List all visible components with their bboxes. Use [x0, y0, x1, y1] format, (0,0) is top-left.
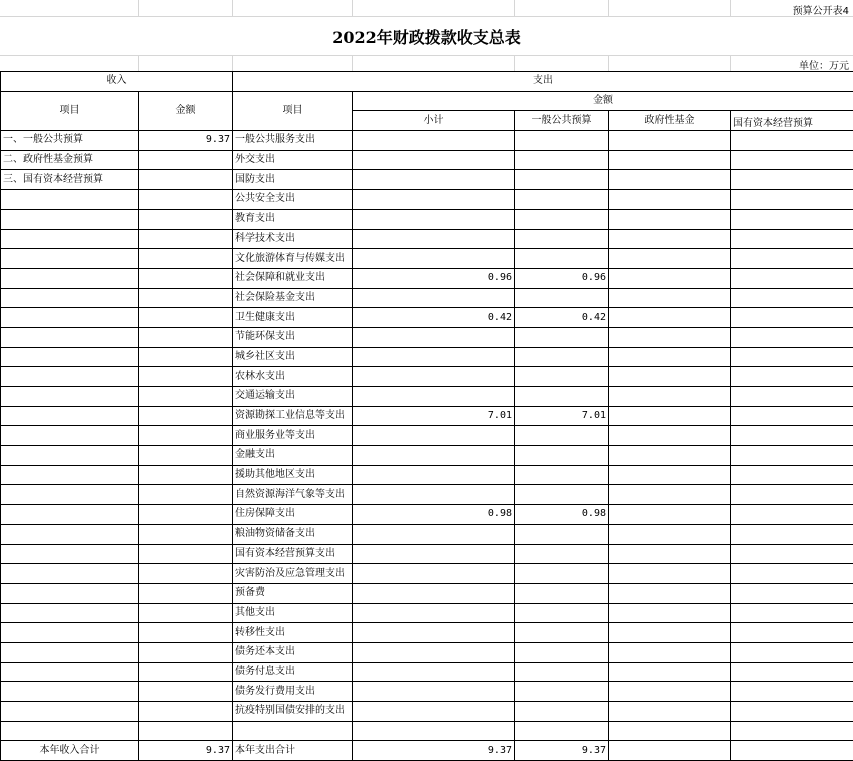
- budget-table: [0, 71, 853, 761]
- empty-cell: [353, 721, 515, 741]
- unit-label: 单位：万元: [799, 61, 849, 72]
- expense-total-gov-fund: [609, 741, 731, 761]
- expense-gov-fund-cell: [609, 702, 731, 722]
- expense-general-cell: [515, 583, 609, 603]
- expense-item-cell: 文化旅游体育与传媒支出: [233, 249, 353, 269]
- expense-subtotal-cell: [353, 170, 515, 190]
- expense-subtotal-cell: [353, 583, 515, 603]
- expense-item-cell: 交通运输支出: [233, 387, 353, 407]
- expense-subtotal-cell: [353, 190, 515, 210]
- subtotal-header: 小计: [353, 111, 515, 131]
- table-row: [1, 583, 853, 603]
- empty-cell: [609, 721, 731, 741]
- expense-gov-fund-cell: [609, 642, 731, 662]
- expense-total-label: 本年支出合计: [233, 741, 353, 761]
- expense-item-cell: 国有资本经营预算支出: [233, 544, 353, 564]
- expense-general-cell: [515, 524, 609, 544]
- income-amount-cell: [139, 544, 233, 564]
- expense-state-capital-cell: [731, 367, 853, 387]
- expense-item-cell: 债务还本支出: [233, 642, 353, 662]
- expense-state-capital-cell: [731, 387, 853, 407]
- expense-subtotal-cell: [353, 327, 515, 347]
- income-total-amount: 9.37: [139, 741, 233, 761]
- expense-general-cell: [515, 662, 609, 682]
- income-amount-cell: [139, 446, 233, 466]
- table-row: [1, 524, 853, 544]
- income-amount-cell: [139, 327, 233, 347]
- expense-header: 支出: [233, 72, 853, 92]
- income-amount-cell: [139, 170, 233, 190]
- form-number: 预算公开表4: [792, 6, 849, 17]
- expense-subtotal-cell: [353, 603, 515, 623]
- table-row: [1, 150, 853, 170]
- expense-state-capital-cell: [731, 150, 853, 170]
- expense-amount-header: 金额: [353, 91, 853, 111]
- table-row: [1, 288, 853, 308]
- expense-state-capital-cell: [731, 288, 853, 308]
- expense-item-cell: 教育支出: [233, 209, 353, 229]
- expense-general-cell: [515, 288, 609, 308]
- expense-state-capital-cell: [731, 702, 853, 722]
- table-row: [1, 642, 853, 662]
- expense-subtotal-cell: 0.42: [353, 308, 515, 328]
- income-amount-cell: [139, 308, 233, 328]
- expense-gov-fund-cell: [609, 268, 731, 288]
- table-row: [1, 170, 853, 190]
- income-amount-header: 金额: [139, 91, 233, 130]
- expense-subtotal-cell: [353, 150, 515, 170]
- income-amount-cell: [139, 367, 233, 387]
- income-amount-cell: [139, 268, 233, 288]
- expense-state-capital-cell: [731, 268, 853, 288]
- expense-general-cell: [515, 603, 609, 623]
- expense-state-capital-cell: [731, 465, 853, 485]
- expense-general-cell: [515, 367, 609, 387]
- expense-subtotal-cell: [353, 229, 515, 249]
- expense-state-capital-cell: [731, 642, 853, 662]
- income-amount-cell: [139, 583, 233, 603]
- expense-state-capital-cell: [731, 347, 853, 367]
- expense-general-cell: 7.01: [515, 406, 609, 426]
- table-row: [1, 367, 853, 387]
- table-row: [1, 190, 853, 210]
- table-row: [1, 505, 853, 525]
- expense-state-capital-cell: [731, 406, 853, 426]
- expense-gov-fund-cell: [609, 249, 731, 269]
- income-item-cell: [1, 446, 139, 466]
- expense-state-capital-cell: [731, 485, 853, 505]
- income-item-cell: [1, 682, 139, 702]
- expense-gov-fund-cell: [609, 505, 731, 525]
- income-item-cell: [1, 544, 139, 564]
- table-row: [1, 426, 853, 446]
- income-item-cell: [1, 524, 139, 544]
- expense-state-capital-cell: [731, 603, 853, 623]
- expense-gov-fund-cell: [609, 603, 731, 623]
- expense-gov-fund-cell: [609, 465, 731, 485]
- expense-item-cell: 一般公共服务支出: [233, 131, 353, 151]
- income-amount-cell: [139, 150, 233, 170]
- expense-general-cell: [515, 387, 609, 407]
- income-item-cell: [1, 702, 139, 722]
- expense-gov-fund-cell: [609, 446, 731, 466]
- empty-cell: [233, 721, 353, 741]
- expense-general-cell: [515, 702, 609, 722]
- table-row: [1, 387, 853, 407]
- expense-general-cell: [515, 327, 609, 347]
- table-row: [1, 249, 853, 269]
- income-amount-cell: [139, 682, 233, 702]
- expense-item-cell: 商业服务业等支出: [233, 426, 353, 446]
- expense-state-capital-cell: [731, 249, 853, 269]
- expense-general-cell: [515, 249, 609, 269]
- expense-general-cell: [515, 150, 609, 170]
- expense-item-cell: 卫生健康支出: [233, 308, 353, 328]
- income-item-cell: [1, 465, 139, 485]
- expense-general-cell: [515, 682, 609, 702]
- income-item-cell: [1, 485, 139, 505]
- expense-gov-fund-cell: [609, 190, 731, 210]
- income-item-cell: [1, 387, 139, 407]
- income-amount-cell: [139, 465, 233, 485]
- expense-gov-fund-cell: [609, 229, 731, 249]
- expense-subtotal-cell: [353, 249, 515, 269]
- income-item-cell: [1, 249, 139, 269]
- expense-gov-fund-cell: [609, 623, 731, 643]
- empty-row: [1, 721, 853, 741]
- empty-cell: [515, 721, 609, 741]
- income-item-cell: [1, 564, 139, 584]
- income-amount-cell: [139, 642, 233, 662]
- income-item-cell: [1, 623, 139, 643]
- table-row: [1, 209, 853, 229]
- expense-item-cell: 灾害防治及应急管理支出: [233, 564, 353, 584]
- income-total-label: 本年收入合计: [1, 741, 139, 761]
- income-amount-cell: [139, 485, 233, 505]
- income-item-cell: [1, 406, 139, 426]
- income-amount-cell: [139, 387, 233, 407]
- income-item-cell: [1, 505, 139, 525]
- expense-gov-fund-cell: [609, 150, 731, 170]
- expense-subtotal-cell: [353, 465, 515, 485]
- expense-state-capital-cell: [731, 131, 853, 151]
- expense-item-cell: 自然资源海洋气象等支出: [233, 485, 353, 505]
- expense-gov-fund-cell: [609, 662, 731, 682]
- expense-general-cell: [515, 446, 609, 466]
- income-item-cell: [1, 426, 139, 446]
- table-row: [1, 662, 853, 682]
- expense-gov-fund-cell: [609, 308, 731, 328]
- income-amount-cell: [139, 564, 233, 584]
- expense-item-cell: 债务付息支出: [233, 662, 353, 682]
- expense-gov-fund-cell: [609, 682, 731, 702]
- expense-subtotal-cell: [353, 367, 515, 387]
- expense-total-subtotal: 9.37: [353, 741, 515, 761]
- table-row: [1, 544, 853, 564]
- expense-state-capital-cell: [731, 327, 853, 347]
- expense-item-cell: 科学技术支出: [233, 229, 353, 249]
- expense-state-capital-cell: [731, 446, 853, 466]
- expense-state-capital-cell: [731, 623, 853, 643]
- expense-gov-fund-cell: [609, 524, 731, 544]
- expense-subtotal-cell: [353, 446, 515, 466]
- income-item-cell: [1, 327, 139, 347]
- empty-cell: [139, 721, 233, 741]
- expense-state-capital-cell: [731, 308, 853, 328]
- expense-state-capital-cell: [731, 426, 853, 446]
- expense-state-capital-cell: [731, 505, 853, 525]
- income-amount-cell: [139, 406, 233, 426]
- income-item-cell: [1, 288, 139, 308]
- table-row: [1, 682, 853, 702]
- income-item-cell: [1, 209, 139, 229]
- expense-general-cell: [515, 209, 609, 229]
- table-row: [1, 465, 853, 485]
- expense-item-cell: 转移性支出: [233, 623, 353, 643]
- expense-general-cell: [515, 426, 609, 446]
- expense-total-state-capital: [731, 741, 853, 761]
- expense-general-cell: [515, 544, 609, 564]
- income-item-cell: [1, 308, 139, 328]
- expense-item-cell: 公共安全支出: [233, 190, 353, 210]
- income-amount-cell: 9.37: [139, 131, 233, 151]
- empty-cell: [731, 721, 853, 741]
- income-item-cell: 二、政府性基金预算: [1, 150, 139, 170]
- income-item-cell: [1, 347, 139, 367]
- expense-subtotal-cell: [353, 485, 515, 505]
- general-budget-header: 一般公共预算: [515, 111, 609, 131]
- expense-gov-fund-cell: [609, 564, 731, 584]
- expense-subtotal-cell: [353, 387, 515, 407]
- expense-subtotal-cell: [353, 662, 515, 682]
- expense-state-capital-cell: [731, 209, 853, 229]
- income-header: 收入: [1, 72, 233, 92]
- expense-item-header: 项目: [233, 91, 353, 130]
- income-amount-cell: [139, 426, 233, 446]
- expense-subtotal-cell: [353, 426, 515, 446]
- income-amount-cell: [139, 702, 233, 722]
- expense-item-cell: 城乡社区支出: [233, 347, 353, 367]
- expense-item-cell: 其他支出: [233, 603, 353, 623]
- expense-subtotal-cell: [353, 524, 515, 544]
- expense-general-cell: [515, 564, 609, 584]
- expense-gov-fund-cell: [609, 170, 731, 190]
- expense-gov-fund-cell: [609, 426, 731, 446]
- income-amount-cell: [139, 190, 233, 210]
- expense-general-cell: [515, 170, 609, 190]
- expense-subtotal-cell: [353, 131, 515, 151]
- expense-general-cell: [515, 485, 609, 505]
- expense-subtotal-cell: [353, 209, 515, 229]
- expense-gov-fund-cell: [609, 387, 731, 407]
- table-row: [1, 446, 853, 466]
- totals-row: [1, 741, 853, 761]
- expense-gov-fund-cell: [609, 209, 731, 229]
- expense-general-cell: 0.96: [515, 268, 609, 288]
- expense-general-cell: [515, 642, 609, 662]
- expense-item-cell: 节能环保支出: [233, 327, 353, 347]
- table-row: [1, 485, 853, 505]
- expense-subtotal-cell: [353, 288, 515, 308]
- income-amount-cell: [139, 229, 233, 249]
- expense-item-cell: 外交支出: [233, 150, 353, 170]
- page-title: 2022年财政拨款收支总表: [332, 28, 521, 47]
- expense-subtotal-cell: 0.98: [353, 505, 515, 525]
- expense-subtotal-cell: [353, 347, 515, 367]
- income-amount-cell: [139, 623, 233, 643]
- income-item-cell: [1, 190, 139, 210]
- income-amount-cell: [139, 209, 233, 229]
- expense-subtotal-cell: [353, 702, 515, 722]
- income-item-cell: [1, 662, 139, 682]
- expense-subtotal-cell: [353, 544, 515, 564]
- expense-gov-fund-cell: [609, 485, 731, 505]
- table-row: [1, 327, 853, 347]
- table-row: [1, 229, 853, 249]
- table-row: [1, 406, 853, 426]
- expense-item-cell: 社会保险基金支出: [233, 288, 353, 308]
- table-row: [1, 623, 853, 643]
- expense-item-cell: 债务发行费用支出: [233, 682, 353, 702]
- expense-state-capital-cell: [731, 190, 853, 210]
- expense-state-capital-cell: [731, 170, 853, 190]
- table-row: [1, 347, 853, 367]
- expense-general-cell: [515, 623, 609, 643]
- income-item-cell: 一、一般公共预算: [1, 131, 139, 151]
- expense-gov-fund-cell: [609, 327, 731, 347]
- expense-subtotal-cell: [353, 623, 515, 643]
- empty-cell: [1, 721, 139, 741]
- expense-subtotal-cell: [353, 564, 515, 584]
- expense-gov-fund-cell: [609, 406, 731, 426]
- expense-item-cell: 社会保障和就业支出: [233, 268, 353, 288]
- expense-gov-fund-cell: [609, 367, 731, 387]
- table-row: [1, 603, 853, 623]
- expense-subtotal-cell: 0.96: [353, 268, 515, 288]
- income-item-cell: [1, 583, 139, 603]
- expense-total-general: 9.37: [515, 741, 609, 761]
- table-row: [1, 268, 853, 288]
- gov-fund-header: 政府性基金: [609, 111, 731, 131]
- expense-gov-fund-cell: [609, 347, 731, 367]
- table-row: [1, 702, 853, 722]
- table-row: [1, 131, 853, 151]
- expense-general-cell: [515, 465, 609, 485]
- expense-state-capital-cell: [731, 524, 853, 544]
- expense-gov-fund-cell: [609, 288, 731, 308]
- expense-general-cell: 0.42: [515, 308, 609, 328]
- expense-item-cell: 援助其他地区支出: [233, 465, 353, 485]
- expense-gov-fund-cell: [609, 131, 731, 151]
- expense-item-cell: 资源勘探工业信息等支出: [233, 406, 353, 426]
- state-capital-header: 国有资本经营预算: [731, 111, 853, 131]
- expense-item-cell: 住房保障支出: [233, 505, 353, 525]
- income-amount-cell: [139, 662, 233, 682]
- expense-state-capital-cell: [731, 564, 853, 584]
- expense-state-capital-cell: [731, 662, 853, 682]
- expense-general-cell: [515, 190, 609, 210]
- income-item-cell: 三、国有资本经营预算: [1, 170, 139, 190]
- income-amount-cell: [139, 603, 233, 623]
- income-amount-cell: [139, 505, 233, 525]
- expense-gov-fund-cell: [609, 544, 731, 564]
- expense-item-cell: 金融支出: [233, 446, 353, 466]
- expense-gov-fund-cell: [609, 583, 731, 603]
- expense-state-capital-cell: [731, 682, 853, 702]
- income-item-cell: [1, 229, 139, 249]
- expense-general-cell: [515, 347, 609, 367]
- expense-subtotal-cell: 7.01: [353, 406, 515, 426]
- expense-item-cell: 农林水支出: [233, 367, 353, 387]
- income-amount-cell: [139, 249, 233, 269]
- table-row: [1, 308, 853, 328]
- income-amount-cell: [139, 288, 233, 308]
- expense-item-cell: 抗疫特别国债安排的支出: [233, 702, 353, 722]
- income-item-cell: [1, 367, 139, 387]
- expense-general-cell: [515, 131, 609, 151]
- table-row: [1, 564, 853, 584]
- income-amount-cell: [139, 524, 233, 544]
- income-item-header: 项目: [1, 91, 139, 130]
- income-item-cell: [1, 642, 139, 662]
- income-amount-cell: [139, 347, 233, 367]
- expense-subtotal-cell: [353, 682, 515, 702]
- income-item-cell: [1, 603, 139, 623]
- expense-general-cell: [515, 229, 609, 249]
- expense-general-cell: 0.98: [515, 505, 609, 525]
- expense-state-capital-cell: [731, 229, 853, 249]
- expense-item-cell: 粮油物资储备支出: [233, 524, 353, 544]
- income-item-cell: [1, 268, 139, 288]
- expense-state-capital-cell: [731, 583, 853, 603]
- expense-item-cell: 预备费: [233, 583, 353, 603]
- expense-item-cell: 国防支出: [233, 170, 353, 190]
- expense-subtotal-cell: [353, 642, 515, 662]
- expense-state-capital-cell: [731, 544, 853, 564]
